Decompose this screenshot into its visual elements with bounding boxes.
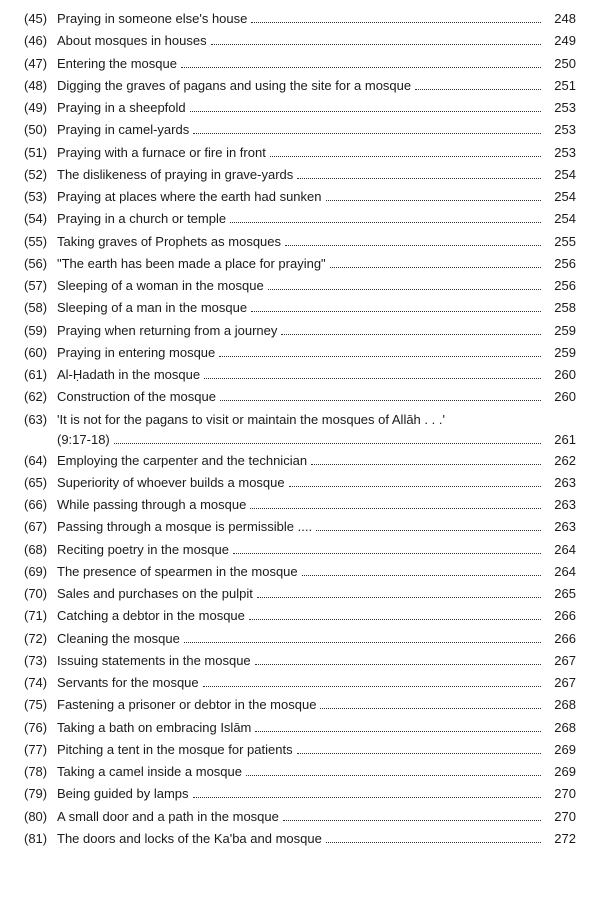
toc-entry [0, 100, 600, 122]
toc-entry [0, 675, 600, 697]
entry-title: Cleaning the mosque [57, 630, 180, 646]
entry-title-line [57, 720, 545, 736]
entry-title-line [57, 697, 545, 713]
dot-leader [193, 786, 541, 798]
dot-leader [190, 100, 541, 112]
entry-title-line [57, 300, 545, 316]
entry-title: Pitching a tent in the mosque for patients [57, 741, 293, 757]
entry-title: The dislikeness of praying in grave-yards [57, 166, 294, 182]
entry-title: About mosques in houses [57, 33, 207, 49]
entry-number: (73) [24, 652, 48, 668]
entry-title-line [57, 742, 545, 758]
toc-entry [0, 586, 600, 608]
dot-leader [184, 631, 541, 643]
toc-entry [0, 742, 600, 764]
entry-title-line [57, 586, 545, 602]
dot-leader [204, 367, 541, 379]
entry-page-number: 262 [554, 452, 576, 468]
entry-title: Digging the graves of pagans and using the site for a mosque [57, 77, 412, 93]
toc-entry [0, 497, 600, 519]
toc-entry [0, 11, 600, 33]
entry-page-number: 253 [554, 100, 576, 115]
entry-number: (78) [24, 764, 48, 779]
toc-entry [0, 122, 600, 144]
entry-title: Reciting poetry in the mosque [57, 541, 229, 557]
toc-entry [0, 33, 600, 55]
toc-entry [0, 256, 600, 278]
entry-number: (58) [24, 300, 48, 316]
entry-title: Servants for the mosque [57, 675, 199, 690]
dot-leader [270, 145, 541, 157]
entry-title: Al-Ḥadath in the mosque [57, 367, 201, 382]
entry-title-line [57, 412, 545, 428]
entry-page-number: 272 [554, 830, 576, 846]
entry-title-line [57, 831, 545, 847]
entry-title: Taking a camel inside a mosque [57, 764, 242, 779]
dot-leader [251, 300, 541, 312]
toc-entry [0, 145, 600, 167]
entry-title: Fastening a prisoner or debtor in the mosque [57, 697, 317, 713]
entry-page-number: 249 [554, 33, 576, 49]
entry-number: (64) [24, 452, 48, 468]
entry-title-line [57, 453, 545, 469]
entry-title-line [57, 78, 545, 94]
dot-leader [297, 167, 541, 179]
toc-entry [0, 631, 600, 653]
entry-title-line [57, 764, 545, 780]
entry-title-line [57, 608, 545, 624]
entry-number: (61) [24, 367, 48, 382]
entry-number: (70) [24, 586, 48, 601]
entry-title: Sleeping of a woman in the mosque [57, 278, 264, 293]
entry-page-number: 267 [554, 675, 576, 690]
entry-page-number: 266 [554, 608, 576, 624]
entry-title-line [57, 234, 545, 250]
entry-title: The presence of spearmen in the mosque [57, 563, 298, 579]
entry-number: (69) [24, 563, 48, 579]
entry-page-number: 260 [554, 389, 576, 405]
entry-page-number: 263 [554, 474, 576, 490]
entry-page-number: 269 [554, 741, 576, 757]
entry-number: (57) [24, 278, 48, 293]
entry-number: (59) [24, 322, 48, 338]
entry-page-number: 260 [554, 367, 576, 382]
dot-leader [297, 742, 541, 754]
entry-number: (46) [24, 33, 48, 49]
dot-leader [250, 497, 541, 509]
dot-leader [283, 809, 541, 821]
entry-page-number: 253 [554, 122, 576, 138]
dot-leader [311, 453, 541, 465]
entry-page-number: 268 [554, 719, 576, 735]
entry-number: (72) [24, 630, 48, 646]
dot-leader [251, 11, 541, 23]
entry-number: (71) [24, 608, 48, 624]
entry-title-line [57, 278, 545, 294]
entry-title-line [57, 189, 545, 205]
dot-leader [326, 189, 541, 201]
dot-leader [193, 122, 541, 134]
toc-entry [0, 78, 600, 100]
entry-title: Praying in a church or temple [57, 211, 227, 227]
dot-leader [230, 211, 541, 223]
entry-title-line [57, 786, 545, 802]
entry-number: (47) [24, 55, 48, 71]
entry-page-number: 269 [554, 764, 576, 779]
entry-number: (76) [24, 719, 48, 735]
entry-title: Sales and purchases on the pulpit [57, 586, 253, 601]
toc-entry [0, 300, 600, 322]
entry-title: "The earth has been made a place for praying" [57, 255, 326, 271]
entry-page-number: 250 [554, 55, 576, 71]
entry-page-number: 256 [554, 278, 576, 293]
dot-leader [415, 78, 541, 90]
entry-title-line [57, 809, 545, 825]
entry-page-number: 270 [554, 808, 576, 824]
entry-number: (67) [24, 519, 48, 535]
entry-title-line [57, 11, 545, 27]
entry-title: Passing through a mosque is permissible .... [57, 519, 313, 535]
dot-leader [268, 278, 541, 290]
entry-title: Praying in a sheepfold [57, 100, 186, 115]
entry-title: 'It is not for the pagans to visit or maintain the mosques of Allāh . . .' [57, 411, 445, 427]
entry-number: (80) [24, 808, 48, 824]
toc-entry [0, 367, 600, 389]
entry-page-number: 268 [554, 697, 576, 713]
entry-page-number: 248 [554, 11, 576, 26]
entry-page-number: 259 [554, 344, 576, 360]
toc-entry [0, 56, 600, 78]
toc-entry [0, 809, 600, 831]
toc-entry [0, 475, 600, 497]
entry-page-number: 267 [554, 652, 576, 668]
entry-title-line [57, 211, 545, 227]
toc-entry [0, 697, 600, 719]
entry-title-line [57, 100, 545, 116]
toc-entry [0, 323, 600, 345]
entry-title-continuation [57, 432, 545, 448]
toc-entry [0, 211, 600, 233]
toc-entry [0, 412, 600, 453]
entry-page-number: 265 [554, 586, 576, 601]
entry-number: (75) [24, 697, 48, 713]
entry-title-line [57, 367, 545, 383]
entry-title: Praying when returning from a journey [57, 322, 278, 338]
entry-title: Praying with a furnace or fire in front [57, 144, 266, 160]
entry-continuation-text: (9:17-18) [57, 431, 110, 447]
toc-entry [0, 345, 600, 367]
entry-title-line [57, 145, 545, 161]
entry-title: A small door and a path in the mosque [57, 808, 279, 824]
entry-title-line [57, 256, 545, 272]
entry-title-line [57, 323, 545, 339]
entry-title-line [57, 564, 545, 580]
entry-title: Construction of the mosque [57, 389, 216, 405]
entry-title: Superiority of whoever builds a mosque [57, 474, 285, 490]
entry-title: The doors and locks of the Ka'ba and mosque [57, 830, 322, 846]
toc-entry [0, 608, 600, 630]
entry-page-number: 253 [554, 144, 576, 160]
dot-leader [246, 764, 541, 776]
entry-page-number: 261 [554, 431, 576, 447]
dot-leader [330, 256, 541, 268]
entry-number: (51) [24, 144, 48, 160]
dot-leader [326, 831, 541, 843]
entry-page-number: 254 [554, 166, 576, 182]
dot-leader [233, 542, 541, 554]
entry-number: (79) [24, 786, 48, 802]
entry-title-line [57, 33, 545, 49]
dot-leader [289, 475, 541, 487]
entry-number: (45) [24, 11, 48, 26]
toc-entry [0, 564, 600, 586]
dot-leader [211, 33, 541, 45]
entry-title-line [57, 345, 545, 361]
dot-leader [219, 345, 541, 357]
entry-number: (77) [24, 741, 48, 757]
entry-title-line [57, 389, 545, 405]
entry-title-line [57, 519, 545, 535]
dot-leader [255, 653, 541, 665]
entry-title-line [57, 475, 545, 491]
entry-page-number: 251 [554, 77, 576, 93]
toc-entry [0, 764, 600, 786]
toc-entry [0, 542, 600, 564]
entry-title-line [57, 542, 545, 558]
dot-leader [114, 432, 541, 444]
toc-entry [0, 519, 600, 541]
entry-title-line [57, 653, 545, 669]
entry-number: (53) [24, 189, 48, 204]
toc-entry [0, 278, 600, 300]
entry-title-line [57, 675, 545, 691]
dot-leader [257, 586, 541, 598]
entry-number: (74) [24, 675, 48, 690]
toc-entry [0, 720, 600, 742]
entry-title-line [57, 167, 545, 183]
toc-entry [0, 189, 600, 211]
toc-entry [0, 831, 600, 853]
entry-number: (49) [24, 100, 48, 115]
dot-leader [302, 564, 541, 576]
entry-number: (50) [24, 122, 48, 138]
entry-number: (65) [24, 474, 48, 490]
entry-title: Issuing statements in the mosque [57, 652, 251, 668]
table-of-contents [0, 11, 600, 853]
entry-page-number: 270 [554, 786, 576, 802]
toc-entry [0, 453, 600, 475]
entry-page-number: 259 [554, 322, 576, 338]
toc-entry [0, 167, 600, 189]
toc-entry [0, 653, 600, 675]
entry-title: Being guided by lamps [57, 786, 189, 802]
dot-leader [203, 675, 541, 687]
entry-number: (68) [24, 541, 48, 557]
entry-number: (54) [24, 211, 48, 227]
entry-number: (55) [24, 233, 48, 249]
entry-number: (63) [24, 411, 48, 427]
entry-number: (60) [24, 344, 48, 360]
entry-page-number: 264 [554, 541, 576, 557]
entry-page-number: 254 [554, 189, 576, 204]
entry-number: (66) [24, 497, 48, 512]
entry-title: Praying in entering mosque [57, 344, 216, 360]
entry-page-number: 266 [554, 630, 576, 646]
entry-page-number: 258 [554, 300, 576, 316]
toc-entry [0, 234, 600, 256]
entry-number: (62) [24, 389, 48, 405]
dot-leader [255, 720, 541, 732]
entry-title: Catching a debtor in the mosque [57, 608, 245, 624]
toc-entry [0, 389, 600, 411]
entry-number: (56) [24, 255, 48, 271]
entry-title: Taking graves of Prophets as mosques [57, 233, 282, 249]
entry-page-number: 254 [554, 211, 576, 227]
entry-title-line [57, 631, 545, 647]
entry-title-line [57, 56, 545, 72]
entry-number: (81) [24, 830, 48, 846]
entry-title: Employing the carpenter and the technician [57, 452, 308, 468]
dot-leader [249, 608, 541, 620]
entry-title: Praying in someone else's house [57, 11, 248, 26]
entry-page-number: 264 [554, 563, 576, 579]
entry-title: Sleeping of a man in the mosque [57, 300, 248, 316]
entry-number: (48) [24, 77, 48, 93]
entry-title: Entering the mosque [57, 55, 177, 71]
entry-page-number: 255 [554, 233, 576, 249]
entry-page-number: 263 [554, 497, 576, 512]
dot-leader [316, 519, 541, 531]
toc-entry [0, 786, 600, 808]
entry-page-number: 263 [554, 519, 576, 535]
entry-number: (52) [24, 166, 48, 182]
dot-leader [220, 389, 541, 401]
entry-title: While passing through a mosque [57, 497, 247, 512]
entry-title: Taking a bath on embracing Islām [57, 719, 252, 735]
entry-title-line [57, 122, 545, 138]
dot-leader [181, 56, 541, 68]
dot-leader [281, 323, 541, 335]
dot-leader [285, 234, 541, 246]
entry-title-line [57, 497, 545, 513]
entry-title: Praying at places where the earth had sunken [57, 189, 322, 204]
dot-leader [320, 697, 541, 709]
entry-page-number: 256 [554, 255, 576, 271]
entry-title: Praying in camel-yards [57, 122, 190, 138]
